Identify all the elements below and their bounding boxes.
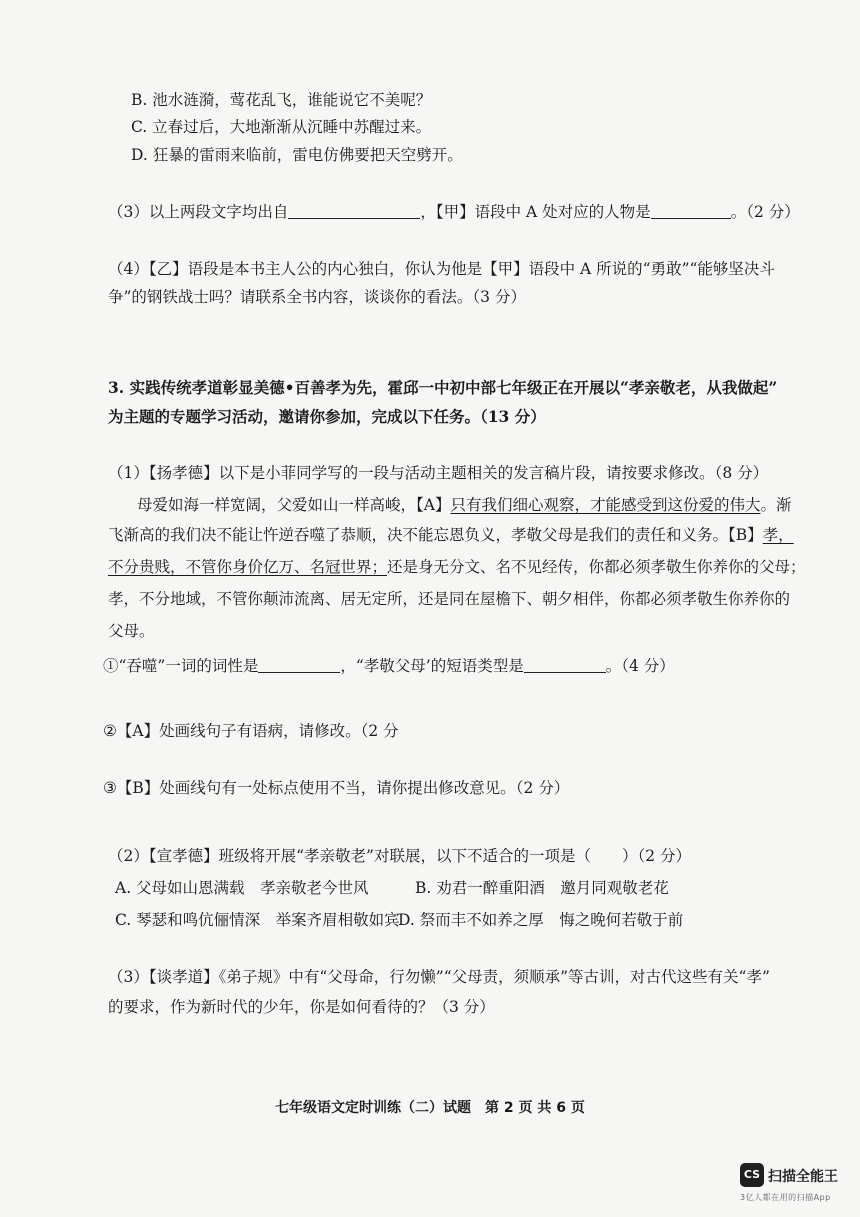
answer-blank bbox=[524, 656, 606, 673]
underlined-sentence-b: 孝， bbox=[762, 526, 794, 544]
question-2-3 bbox=[108, 201, 800, 223]
sub-question-text: ①“吞噬”一词的词性是 bbox=[103, 657, 259, 675]
option-c: C. 立春过后，大地渐渐从沉睡中苏醒过来。 bbox=[131, 118, 432, 136]
speech-paragraph-line3 bbox=[108, 556, 806, 578]
q2-3-suffix: 。（2 分） bbox=[730, 203, 800, 221]
question-3-line1: 3. 实践传统孝道彰显美德•百善孝为先，霍邱一中初中部七年级正在开展以“孝亲敬老，从我做起” bbox=[108, 378, 778, 397]
underlined-sentence-a: 只有我们细心观察，才能感受到这份爱的伟大 bbox=[450, 496, 761, 514]
speech-text: 。渐 bbox=[760, 496, 792, 514]
question-2-4-line2: 争”的钢铁战士吗？请联系全书内容，谈谈你的看法。（3 分） bbox=[108, 288, 526, 306]
q2-3-middle: ，【甲】语段中 A 处对应的人物是 bbox=[420, 203, 651, 221]
speech-paragraph-line5: 父母。 bbox=[108, 622, 155, 640]
camscanner-logo-icon: CS bbox=[740, 1163, 764, 1187]
sub-question-1 bbox=[103, 655, 675, 677]
question-2-4-line1: （4）【乙】语段是本书主人公的内心独白，你认为他是【甲】语段中 A 所说的“勇敢”“能够坚决斗 bbox=[108, 260, 775, 278]
speech-text: 飞渐高的我们决不能让忤逆吞噬了恭顺，决不能忘恩负义，孝敬父母是我们的责任和义务。【B】 bbox=[108, 526, 763, 544]
question-3-3-line2: 的要求，作为新时代的少年，你是如何看待的？（3 分） bbox=[108, 998, 495, 1016]
sub-question-text: 。（4 分） bbox=[605, 657, 675, 675]
answer-blank bbox=[258, 656, 340, 673]
watermark-app-name: 扫描全能王 bbox=[768, 1169, 838, 1185]
sub-question-3: ③【B】处画线句有一处标点使用不当，请你提出修改意见。（2 分） bbox=[103, 779, 570, 797]
couplet-option-b: B. 劝君一醉重阳酒 邀月同观敬老花 bbox=[415, 879, 669, 897]
couplet-option-a: A. 父母如山恩满载 孝亲敬老今世风 bbox=[115, 879, 369, 897]
question-3-1-title: （1）【扬孝德】以下是小菲同学写的一段与活动主题相关的发言稿片段，请按要求修改。（8 分） bbox=[108, 464, 769, 482]
option-d: D. 狂暴的雷雨来临前，雷电仿佛要把天空劈开。 bbox=[131, 146, 463, 164]
speech-paragraph-line1 bbox=[137, 494, 791, 516]
question-3-3-line1: （3）【谈孝道】《弟子规》中有“父母命，行勿懒”“父母责，须顺承”等古训，对古代这些有关“孝” bbox=[108, 968, 770, 986]
couplet-option-d: D. 祭而丰不如养之厚 悔之晚何若敬于前 bbox=[398, 911, 684, 929]
answer-blank bbox=[651, 202, 731, 219]
question-3-2-title: （2）【宣孝德】班级将开展“孝亲敬老”对联展，以下不适合的一项是（ ）（2 分） bbox=[108, 847, 692, 865]
option-b: B. 池水涟漪，莺花乱飞，谁能说它不美呢？ bbox=[131, 91, 432, 109]
speech-paragraph-line2 bbox=[108, 524, 794, 546]
page-footer: 七年级语文定时训练（二）试题 第 2 页 共 6 页 bbox=[275, 1100, 585, 1116]
q2-3-prefix: （3）以上两段文字均出自 bbox=[108, 203, 289, 221]
speech-text: 母爱如海一样宽阔，父爱如山一样高峻，【A】 bbox=[137, 496, 451, 514]
sub-question-2: ②【A】处画线句子有语病，请修改。（2 分 bbox=[103, 722, 399, 740]
watermark-tagline: 3亿人都在用的扫描App bbox=[740, 1193, 831, 1202]
couplet-option-c: C. 琴瑟和鸣伉俪情深 举案齐眉相敬如宾 bbox=[115, 911, 400, 929]
speech-text: 还是身无分文、名不见经传，你都必须孝敬生你养你的父母； bbox=[387, 558, 806, 576]
underlined-sentence-b: 不分贵贱，不管你身价亿万、名冠世界； bbox=[108, 558, 388, 576]
speech-paragraph-line4: 孝，不分地域，不管你颠沛流离、居无定所，还是同在屋檐下、朝夕相伴，你都必须孝敬生你养你的 bbox=[108, 590, 791, 608]
answer-blank bbox=[288, 202, 420, 219]
scanner-watermark bbox=[740, 1163, 852, 1207]
question-3-line2: 为主题的专题学习活动，邀请你参加，完成以下任务。（13 分） bbox=[108, 407, 546, 426]
sub-question-text: ，“孝敬父母’的短语类型是 bbox=[340, 657, 524, 675]
